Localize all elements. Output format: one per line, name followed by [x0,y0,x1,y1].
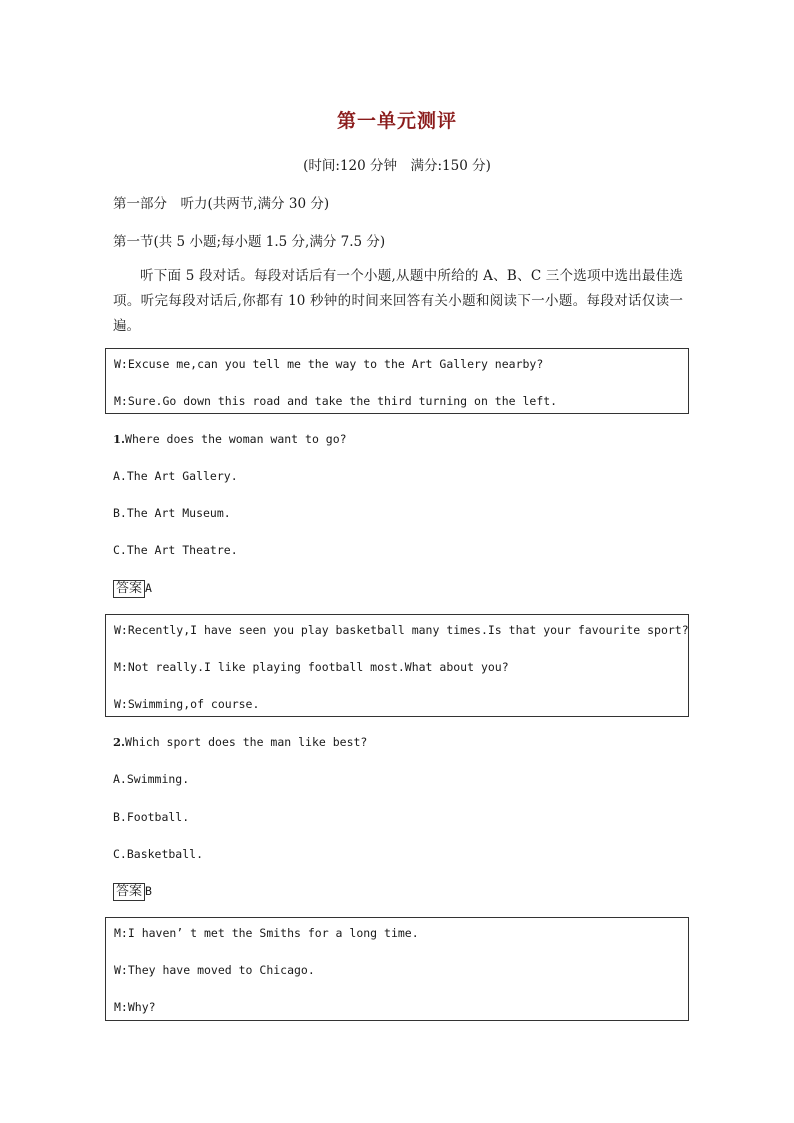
dialog-line: W:They have moved to Chicago. [114,963,315,977]
section1-heading: 第一节(共 5 小题;每小题 1.5 分,满分 7.5 分) [113,234,386,250]
option-b: B.Football. [113,810,190,824]
question-stem: Which sport does the man like best? [125,735,368,749]
question-number: 1. [113,432,126,446]
listening-instructions: 听下面 5 段对话。每段对话后有一个小题,从题中所给的 A、B、C 三个选项中选出最佳选项。听完每段对话后,你都有 10 秒钟的时间来回答有关小题和阅读下一小题。每段对话仅读一遍。 [113,268,683,334]
answer-value: B [145,884,152,898]
dialog-line: W:Excuse me,can you tell me the way to the Art Gallery nearby? [114,357,544,371]
option-b: B.The Art Museum. [113,506,231,520]
dialog-line: M:Sure.Go down this road and take the third turning on the left. [114,394,558,408]
option-c: C.The Art Theatre. [113,543,238,557]
page-title: 第一单元测评 [336,110,457,132]
dialog-box-3 [105,917,689,1021]
answer-2 [113,883,152,901]
dialog-box-1 [105,348,689,414]
exam-time-score: (时间:120 分钟 满分:150 分) [303,158,491,174]
option-a: A.Swimming. [113,772,190,786]
question-1 [113,432,347,446]
dialog-line: M:I haven’ t met the Smiths for a long time. [114,926,419,940]
option-a: A.The Art Gallery. [113,469,238,483]
question-number: 2. [113,735,126,749]
dialog-box-2 [105,614,689,717]
dialog-line: W:Swimming,of course. [114,697,260,711]
question-2 [113,735,367,749]
answer-label: 答案 [113,580,145,598]
dialog-line: M:Not really.I like playing football most.What about you? [114,660,509,674]
dialog-line: M:Why? [114,1000,156,1014]
question-stem: Where does the woman want to go? [125,432,347,446]
part1-heading: 第一部分 听力(共两节,满分 30 分) [113,196,330,212]
dialog-line: W:Recently,I have seen you play basketball many times.Is that your favourite sport? [114,623,689,637]
option-c: C.Basketball. [113,847,204,861]
answer-1 [113,580,152,598]
answer-label: 答案 [113,883,145,901]
answer-value: A [145,581,152,595]
